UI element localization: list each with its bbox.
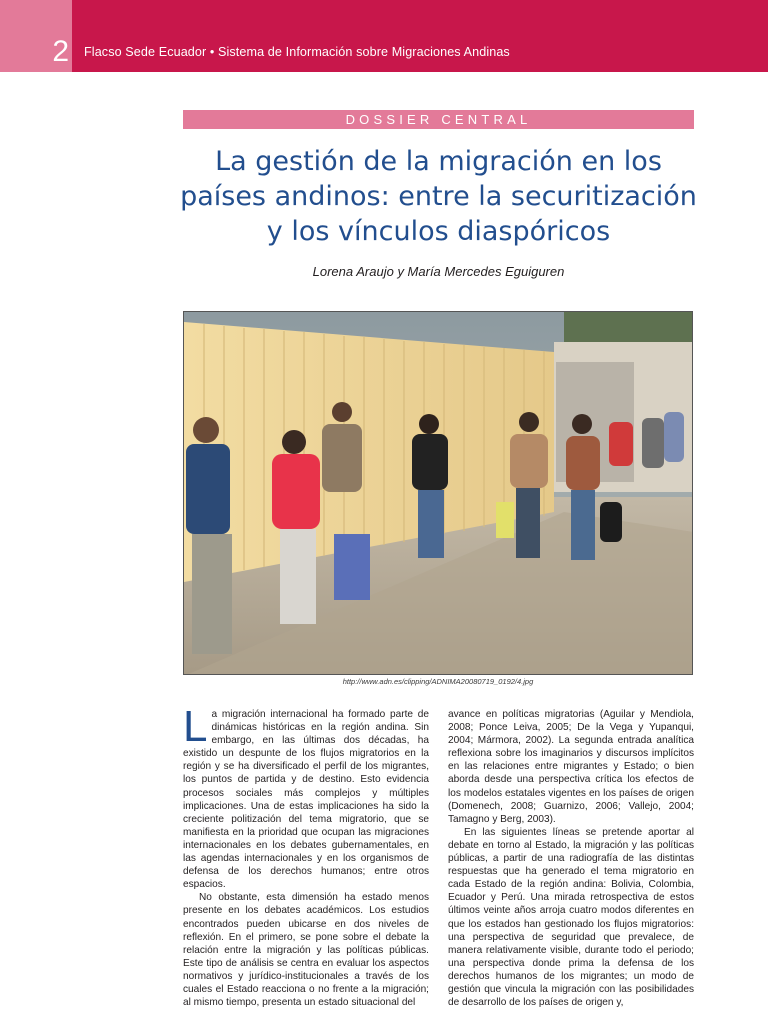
title-line-3: y los vínculos diaspóricos [266,216,611,247]
paragraph: avance en políticas migratorias (Aguilar y Mendiola, 2008; Ponce Leiva, 2005; De la Vega y Yupanqui, 2004; Mármora, 2002). La segunda entrada analítica reflexiona sobre los imaginarios y discursos implícitos en las relaciones entre migrantes y Estado; o bien aborda desde una perspectiva crítica los efectos de los modelos estatales vigentes en los países de origen (Domenech, 2008; Guarnizo, 2006; Vallejo, 2004; Tamagno y Berg, 2003). [448,709,694,825]
title-line-2: países andinos: entre la securitización [180,181,697,212]
header-bar [0,0,768,72]
page-number-box [0,0,72,72]
paragraph [183,702,429,891]
page-number: 2 [52,35,69,68]
title-line-1: La gestión de la migración en los [215,146,662,177]
running-title: Flacso Sede Ecuador • Sistema de Información sobre Migraciones Andinas [84,45,510,59]
paragraph: En las siguientes líneas se pretende aportar al debate en torno al Estado, la migración y las políticas públicas, a partir de una radiografía de las distintas respuestas que ha generado el tema migratorio en cada Estado de la región andina: Bolivia, Colombia, Ecuador y Perú. Una mirada retrospectiva de estos últimos veinte años arroja cuatro modos diferentes en que los estados han gestionado los flujos migratorios: una perspectiva de seguridad que prevalece, de manera relativamente visible, durante todo el periodo; una perspectiva donde prima la defensa de los derechos humanos de los migrantes; un modo de gestión que vincula la migración con las posibilidades de desarrollo de los países de origen y, [448,826,694,1009]
body-column-left [183,702,429,1009]
section-bar [183,110,694,129]
authors: Lorena Araujo y María Mercedes Eguiguren [312,264,565,279]
article-title [170,144,707,249]
section-label: DOSSIER CENTRAL [345,112,532,127]
photo-illustration [184,312,693,675]
body-column-right [448,708,694,1009]
paragraph-text: a migración internacional ha formado parte de dinámicas históricas en la región andina. Sin embargo, en las últimas dos décadas, ha existido un despunte de los flujos migratorios en la región y se ha diversificado el perfil de los migrantes, los puntos de partida y de destino. Esto evidencia procesos sociales más complejos y múltiples implicaciones. Una de estas implicaciones ha sido la creciente politización del tema migratorio, que se manifiesta en la prioridad que ocupan las migraciones internacionales en los debates gubernamentales, en las agendas internacionales y en los organismos de defensa de los derechos humanos; entre otros espacios. [183,709,429,891]
article-photo [183,311,693,675]
dropcap: L [183,702,208,751]
photo-caption: http://www.adn.es/clipping/ADNIMA20080719_0192/4.jpg [342,677,534,686]
paragraph: No obstante, esta dimensión ha estado menos presente en los debates académicos. Los estudios encontrados pueden ubicarse en dos niveles de reflexión. En el primero, se pone sobre el debate la relación entre la migración y las políticas públicas. Este tipo de análisis se centra en evaluar los aspectos normativos y jurídico-institucionales a través de los cuales el Estado reacciona o no frente a la migración; al mismo tiempo, presenta un estado situacional del [183,892,429,1009]
